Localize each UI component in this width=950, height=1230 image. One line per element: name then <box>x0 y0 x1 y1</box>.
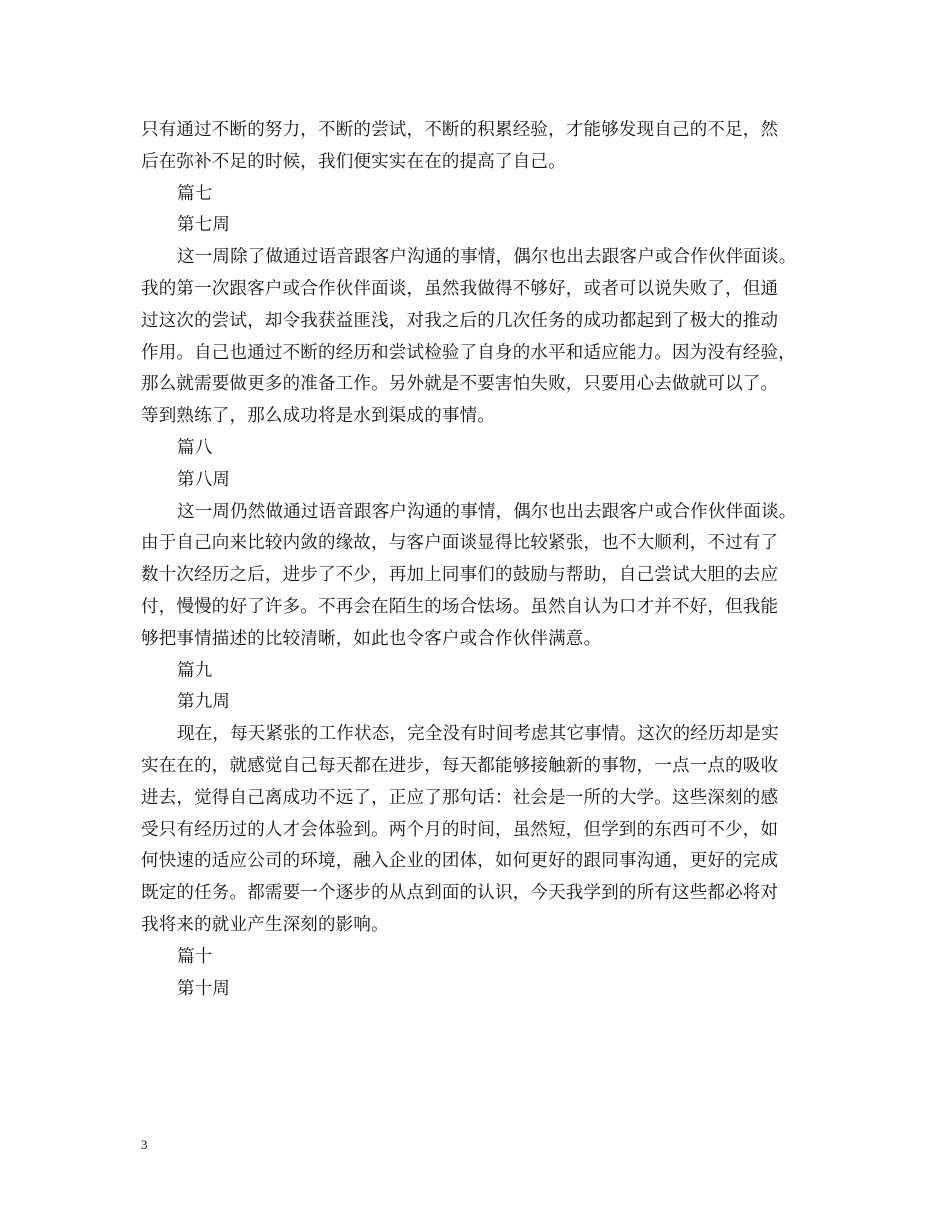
text-line: 进去，觉得自己离成功不远了，正应了那句话：社会是一所的大学。这些深刻的感 <box>141 787 779 808</box>
text-line: 我将来的就业产生深刻的影响。 <box>141 914 389 935</box>
text-line: 篇八 <box>177 437 213 458</box>
text-line: 付，慢慢的好了许多。不再会在陌生的场合怯场。虽然自认为口才并不好，但我能 <box>141 596 779 617</box>
page-number: 3 <box>141 1137 148 1152</box>
text-line: 由于自己向来比较内敛的缘故，与客户面谈显得比较紧张，也不大顺利，不过有了 <box>141 533 779 554</box>
text-line: 既定的任务。都需要一个逐步的从点到面的认识，今天我学到的所有这些都必将对 <box>141 883 779 904</box>
text-line: 这一周仍然做通过语音跟客户沟通的事情，偶尔也出去跟客户或合作伙伴面谈。 <box>177 501 797 522</box>
text-line: 第八周 <box>177 469 231 490</box>
text-line: 篇七 <box>177 183 213 204</box>
text-line: 第七周 <box>177 215 231 236</box>
text-line: 实在在的，就感觉自己每天都在进步，每天都能够接触新的事物，一点一点的吸收 <box>141 755 779 776</box>
text-line: 我的第一次跟客户或合作伙伴面谈，虽然我做得不够好，或者可以说失败了，但通 <box>141 278 779 299</box>
text-line: 过这次的尝试，却令我获益匪浅，对我之后的几次任务的成功都起到了极大的推动 <box>141 310 779 331</box>
document-body <box>141 115 813 1005</box>
text-line: 何快速的适应公司的环境，融入企业的团体，如何更好的跟同事沟通，更好的完成 <box>141 851 779 872</box>
text-line: 那么就需要做更多的准备工作。另外就是不要害怕失败，只要用心去做就可以了。 <box>141 374 779 395</box>
text-line: 数十次经历之后，进步了不少，再加上同事们的鼓励与帮助，自己尝试大胆的去应 <box>141 565 779 586</box>
text-line: 第十周 <box>177 978 231 999</box>
text-line: 现在，每天紧张的工作状态，完全没有时间考虑其它事情。这次的经历却是实 <box>177 724 779 745</box>
text-line: 这一周除了做通过语音跟客户沟通的事情，偶尔也出去跟客户或合作伙伴面谈。 <box>177 247 797 268</box>
text-line: 够把事情描述的比较清晰，如此也令客户或合作伙伴满意。 <box>141 628 602 649</box>
text-line: 后在弥补不足的时候，我们便实实在在的提高了自己。 <box>141 151 566 172</box>
text-line: 第九周 <box>177 692 231 713</box>
text-line: 篇九 <box>177 660 213 681</box>
text-line: 只有通过不断的努力，不断的尝试，不断的积累经验，才能够发现自己的不足，然 <box>141 120 779 140</box>
text-line: 作用。自己也通过不断的经历和尝试检验了自身的水平和适应能力。因为没有经验， <box>141 342 796 363</box>
text-line: 等到熟练了，那么成功将是水到渠成的事情。 <box>141 406 495 427</box>
text-line: 篇十 <box>177 946 213 967</box>
text-line: 受只有经历过的人才会体验到。两个月的时间，虽然短，但学到的东西可不少，如 <box>141 819 779 840</box>
